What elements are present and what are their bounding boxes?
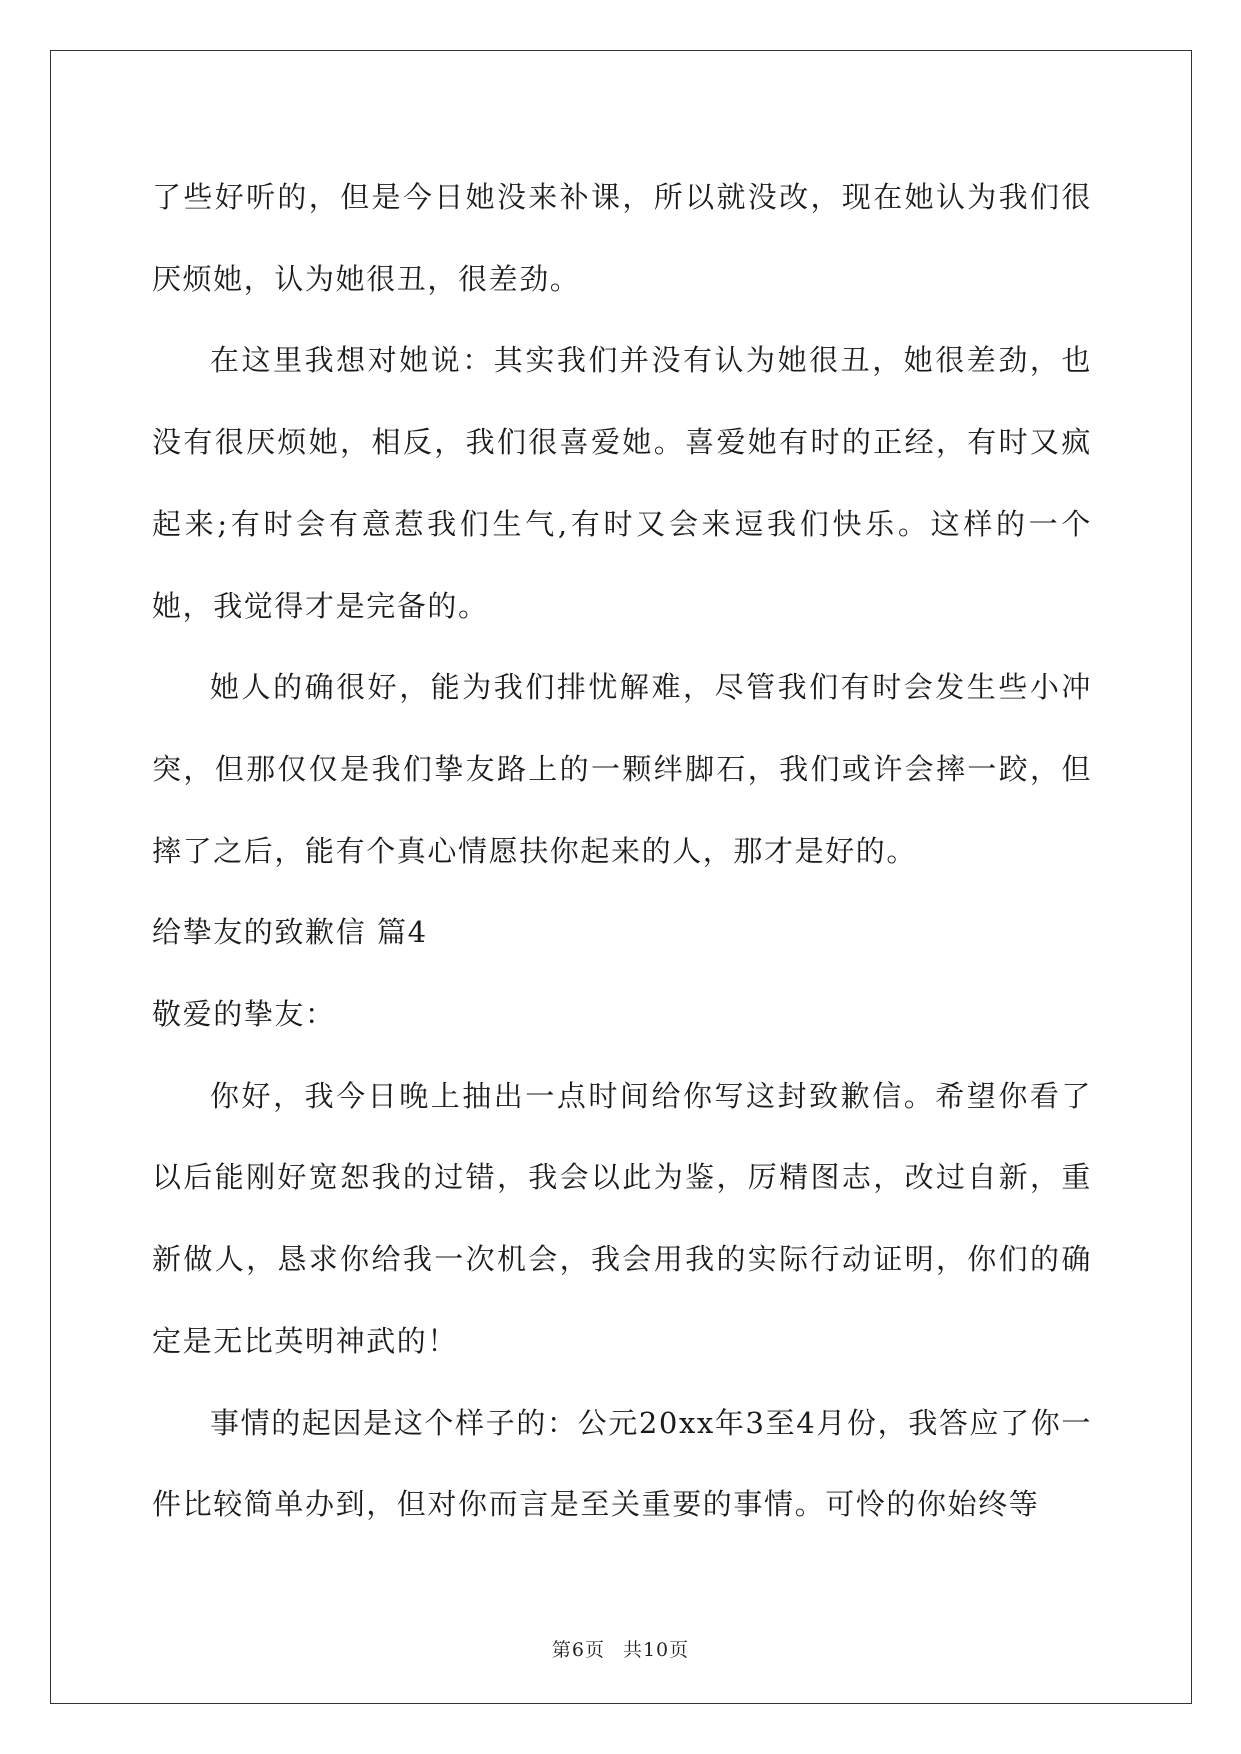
paragraph-continuation: 了些好听的，但是今日她没来补课，所以就没改，现在她认为我们很厌烦她，认为她很丑，很差劲。 (152, 180, 1092, 296)
document-body (152, 157, 1092, 1546)
page-number: 第6页 (551, 1639, 605, 1661)
paragraph: 你好，我今日晚上抽出一点时间给你写这封致歉信。希望你看了以后能刚好宽恕我的过错，我会以此为鉴，厉精图志，改过自新，重新做人，恳求你给我一次机会，我会用我的实际行动证明，你们的确定是无比英明神武的！ (152, 1078, 1092, 1358)
page-footer (0, 1635, 1241, 1662)
paragraph: 事情的起因是这个样子的：公元20xx年3至4月份，我答应了你一件比较简单办到，但对你而言是至关重要的事情。可怜的你始终等 (152, 1405, 1092, 1522)
letter-greeting: 敬爱的挚友： (152, 997, 336, 1032)
section-heading: 给挚友的致歉信 篇4 (152, 915, 428, 950)
paragraph: 在这里我想对她说：其实我们并没有认为她很丑，她很差劲，也没有很厌烦她，相反，我们很喜爱她。喜爱她有时的正经，有时又疯起来;有时会有意惹我们生气,有时又会来逗我们快乐。这样的一个她，我觉得才是完备的。 (152, 343, 1092, 623)
paragraph: 她人的确很好，能为我们排忧解难，尽管我们有时会发生些小冲突，但那仅仅是我们挚友路上的一颗绊脚石，我们或许会摔一跤，但摔了之后，能有个真心情愿扶你起来的人，那才是好的。 (152, 670, 1092, 868)
page-total: 共10页 (622, 1639, 690, 1661)
